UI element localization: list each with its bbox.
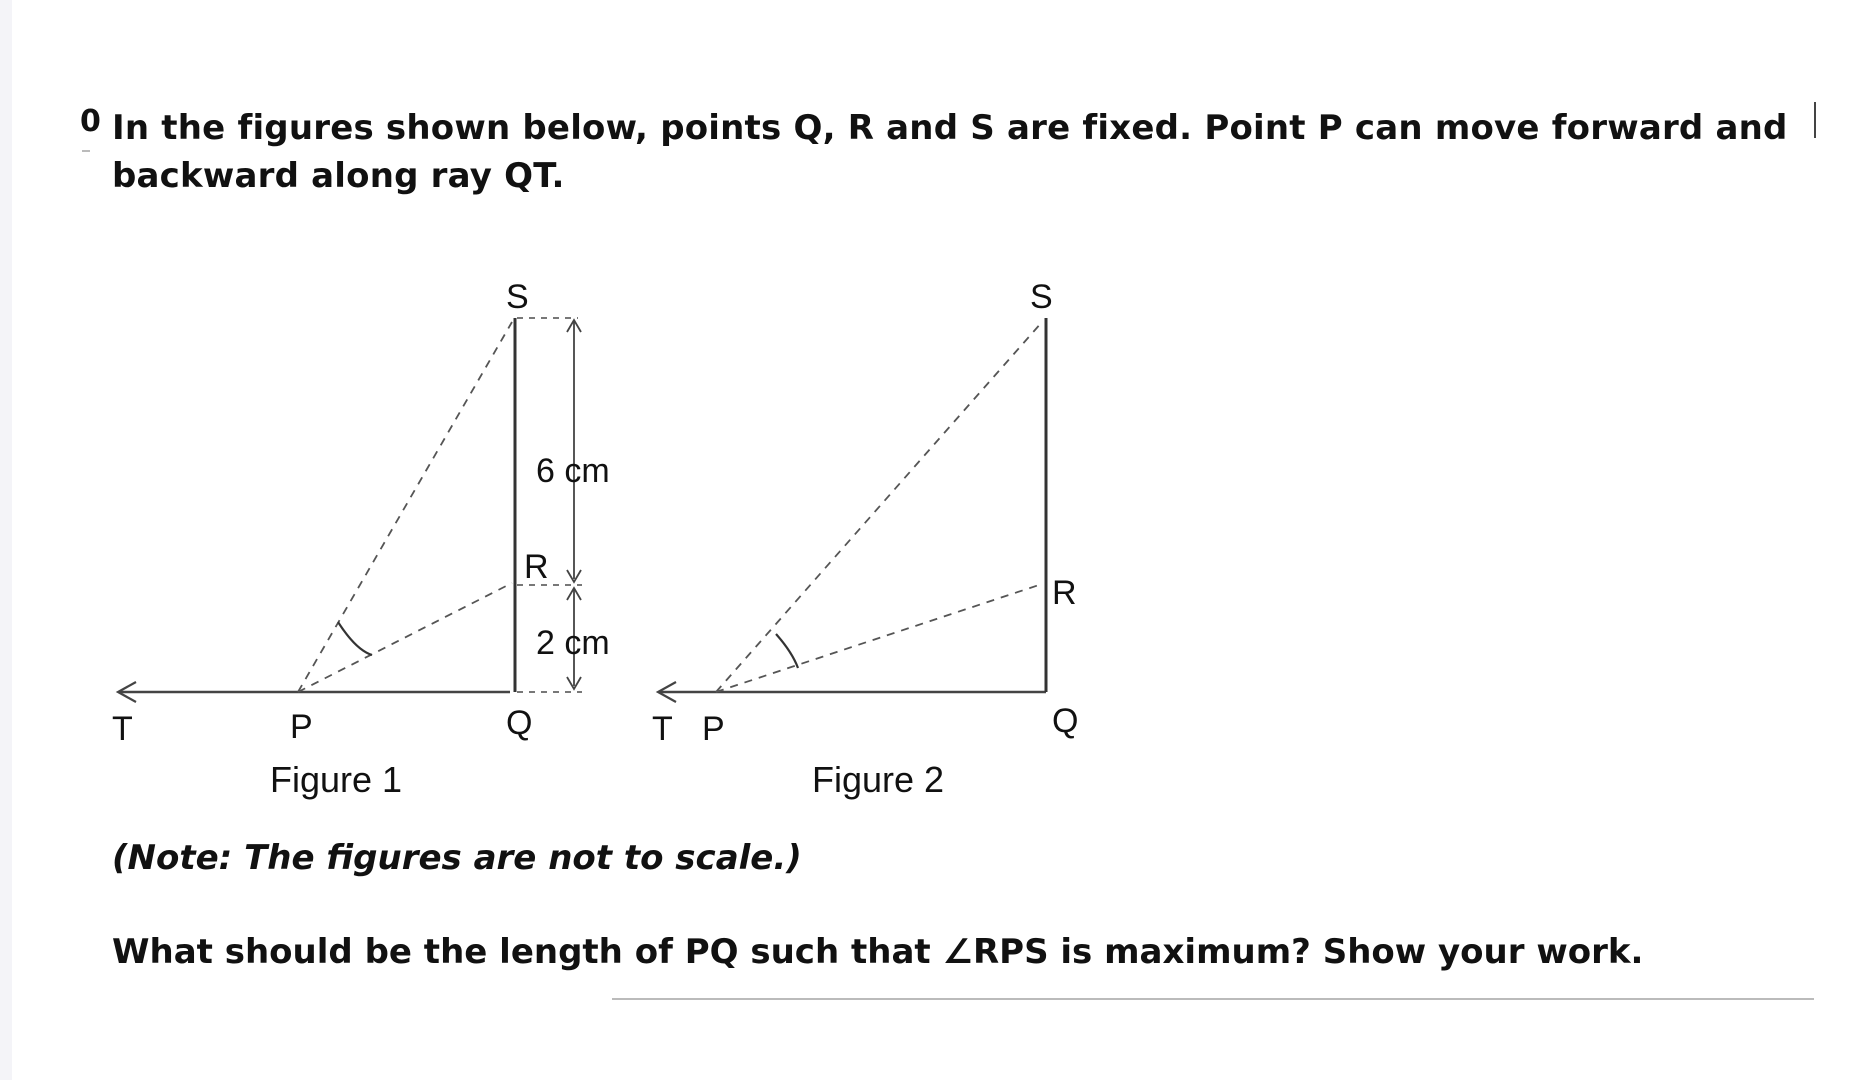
figure-2 <box>652 278 1078 800</box>
fig2-label-t: T <box>652 710 673 748</box>
fig2-label-q: Q <box>1052 702 1079 740</box>
fig1-caption: Figure 1 <box>270 759 403 800</box>
fig2-label-r: R <box>1052 574 1077 612</box>
fig2-label-p: P <box>702 710 725 748</box>
question-prompt: What should be the length of PQ such that ∠RPS is maximum? Show your work. <box>112 932 1644 972</box>
answer-line <box>612 998 1814 1000</box>
figures-diagram <box>12 0 1866 1080</box>
fig2-dashed-ps <box>716 322 1042 692</box>
fig1-label-s: S <box>506 278 529 316</box>
fig1-label-r: R <box>524 548 549 586</box>
fig1-label-q: Q <box>506 704 533 742</box>
figure-1 <box>112 278 610 800</box>
figure-note: (Note: The figures are not to scale.) <box>112 838 802 878</box>
fig1-angle-arc <box>338 622 372 655</box>
fig2-caption: Figure 2 <box>812 759 945 800</box>
worksheet-page <box>12 0 1866 1080</box>
question-number: 0 <box>80 104 101 139</box>
fig1-dim-6cm: 6 cm <box>536 452 610 490</box>
question-stem-line-2: backward along ray QT. <box>112 156 565 196</box>
question-stem-line-1: In the figures shown below, points Q, R and S are fixed. Point P can move forward and <box>112 108 1788 148</box>
fig2-dashed-pr <box>716 584 1042 692</box>
fig1-label-p: P <box>290 708 313 746</box>
fig1-label-t: T <box>112 710 133 748</box>
fig2-label-s: S <box>1030 278 1053 316</box>
fig1-dim-2cm: 2 cm <box>536 624 610 662</box>
fig2-angle-arc <box>776 634 798 668</box>
